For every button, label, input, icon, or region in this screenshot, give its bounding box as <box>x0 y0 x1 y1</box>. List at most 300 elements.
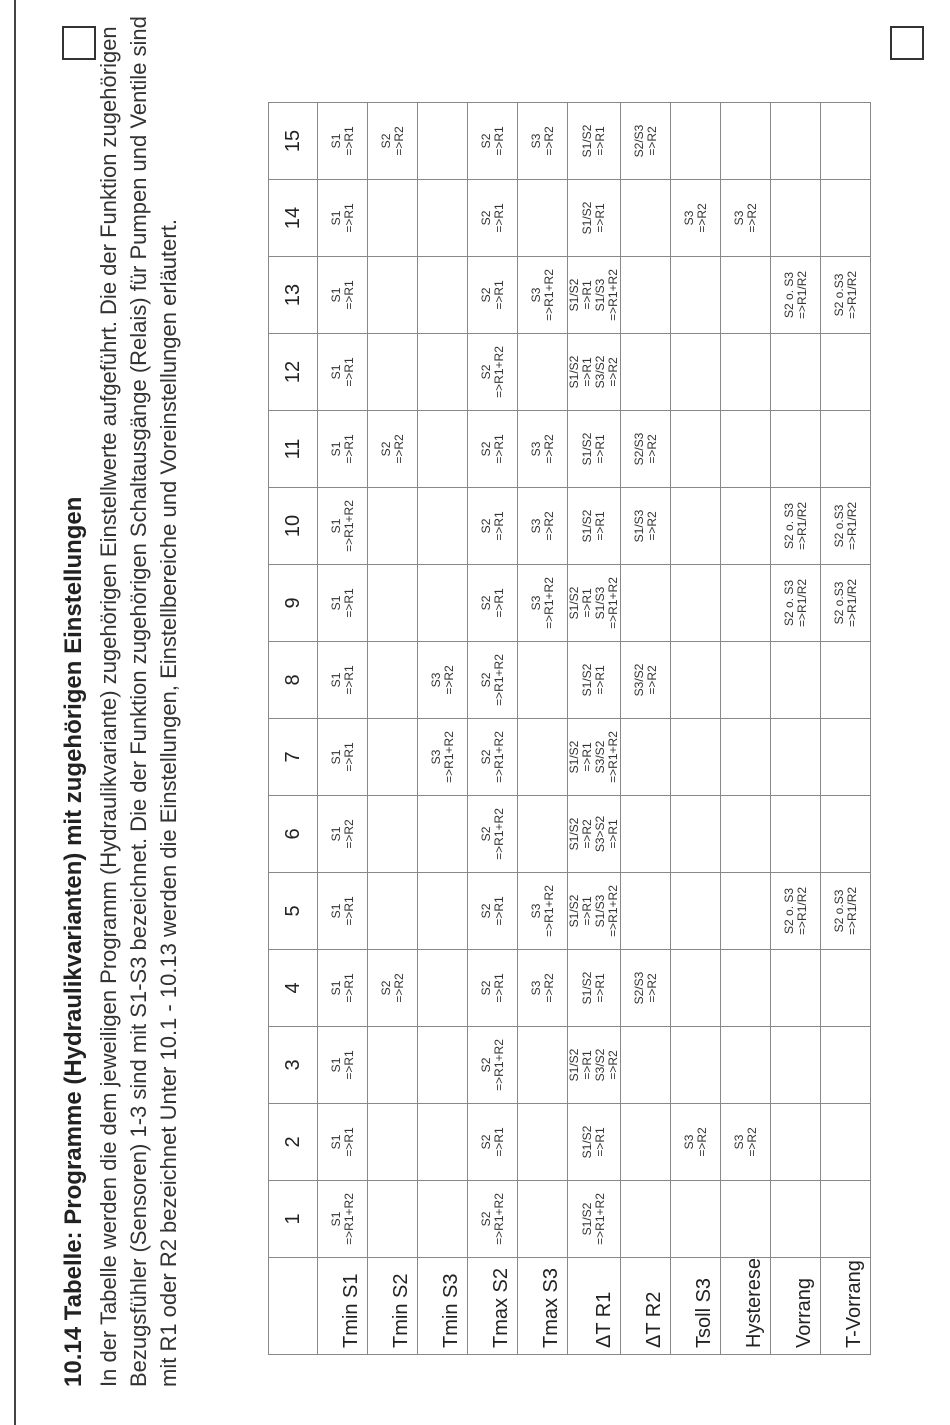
table-cell <box>671 179 721 256</box>
cell-line: =>R1 <box>593 203 607 233</box>
table-cell <box>771 949 821 1026</box>
cell-line: =>R1+R2 <box>441 731 456 783</box>
page-bottom-rule <box>14 0 16 1425</box>
cell-line: =>R1 <box>491 896 506 926</box>
cell-line: S2 o. S3 <box>781 271 796 318</box>
table-cell <box>821 1026 871 1103</box>
cell-line: S2/S3 <box>631 971 646 1005</box>
table-cell <box>721 1180 771 1257</box>
cell-line: =>R1+R2 <box>593 1193 607 1245</box>
cell-line: S3/S2 <box>593 1048 607 1082</box>
cell-line: S3 <box>528 980 543 996</box>
cell-line: =>R1 <box>580 1050 594 1080</box>
table-cell <box>518 949 568 1026</box>
table-cell <box>721 179 771 256</box>
cell-line: S1/S3 <box>593 278 607 312</box>
cell-line: =>R2 <box>391 126 406 156</box>
table-cell <box>771 718 821 795</box>
cell-line: S1/S2 <box>580 1125 594 1159</box>
cell-line: S2 o.S3 <box>831 504 846 548</box>
cell-line: S1 <box>328 1211 343 1227</box>
table-row <box>621 102 671 1354</box>
table-cell <box>518 795 568 872</box>
table-cell <box>821 179 871 256</box>
table-cell <box>318 949 368 1026</box>
table-cell <box>518 1026 568 1103</box>
program-column-header: 4 <box>269 949 318 1026</box>
cell-line: S1/S2 <box>580 509 594 543</box>
table-cell <box>721 333 771 410</box>
table-cell <box>568 1026 621 1103</box>
table-cell <box>518 256 568 333</box>
table-cell <box>318 1180 368 1257</box>
cell-line: =>R1+R2 <box>491 346 506 398</box>
table-cell <box>318 179 368 256</box>
table-cell <box>318 333 368 410</box>
cell-line: S3 <box>681 210 696 226</box>
table-cell <box>671 872 721 949</box>
table-cell <box>621 333 671 410</box>
table-cell <box>771 872 821 949</box>
table-row <box>721 102 771 1354</box>
cell-line: =>R1+R2 <box>491 1039 506 1091</box>
table-cell <box>568 487 621 564</box>
table-cell <box>721 410 771 487</box>
cell-line: S2 <box>478 980 493 996</box>
cell-line: S2 <box>478 133 493 149</box>
table-cell <box>568 564 621 641</box>
row-label: Tmin S2 <box>368 1257 418 1354</box>
table-cell <box>568 949 621 1026</box>
table-cell <box>418 179 468 256</box>
table-cell <box>671 564 721 641</box>
cell-line: =>R1+R2 <box>606 577 620 629</box>
cell-line: =>R2 <box>644 434 659 464</box>
table-cell <box>318 641 368 718</box>
table-cell <box>318 1103 368 1180</box>
table-cell <box>621 1026 671 1103</box>
table-cell <box>368 641 418 718</box>
table-cell <box>468 1103 518 1180</box>
cell-line: S1 <box>328 980 343 996</box>
program-column-header: 10 <box>269 487 318 564</box>
program-column-header: 1 <box>269 1180 318 1257</box>
cell-line: =>R2 <box>744 203 759 233</box>
row-label: Hysterese <box>721 1257 771 1354</box>
table-cell <box>318 1026 368 1103</box>
table-cell <box>518 564 568 641</box>
cell-line: S2 <box>478 1134 493 1150</box>
table-cell <box>568 1180 621 1257</box>
cell-line: =>R1 <box>593 665 607 695</box>
cell-line: S3 <box>528 133 543 149</box>
program-column-header: 13 <box>269 256 318 333</box>
program-settings-table <box>268 102 871 1355</box>
cell-line: =>R1 <box>341 280 356 310</box>
cell-line: S2 <box>478 595 493 611</box>
table-header-row <box>269 102 318 1354</box>
cell-line: =>R2 <box>644 126 659 156</box>
row-label: Vorrang <box>771 1257 821 1354</box>
table-cell <box>621 564 671 641</box>
table-cell <box>821 949 871 1026</box>
cell-line: S1 <box>328 826 343 842</box>
table-cell <box>771 1103 821 1180</box>
table-cell <box>418 564 468 641</box>
program-column-header: 8 <box>269 641 318 718</box>
table-body <box>318 102 871 1354</box>
table-cell <box>418 949 468 1026</box>
cell-line: S2/S3 <box>631 124 646 158</box>
cell-line: =>R1 <box>491 280 506 310</box>
cell-line: =>R2 <box>541 434 556 464</box>
table-cell <box>418 1180 468 1257</box>
cell-line: S2 <box>478 1057 493 1073</box>
cell-line: S3 <box>428 672 443 688</box>
intro-paragraph: In der Tabelle werden die dem jeweiligen Programm (Hydraulikvariante) zugehörigen Einstellwerte aufgeführt. Die der Funktion zugehörigen Bezugsfühler (Sensoren) 1-3 sind mit S1-S3 bezeichnet. Die der Funktion zugehörigen Schaltausgänge (Relais) für Pumpen und Ventile sind mit R1 oder R2 bezeichnet Unter 10.1 - 10.13 werden die Einstellungen, Einstellbereiche und Voreinstellungen erläutert. <box>96 16 181 1387</box>
table-cell <box>621 102 671 179</box>
table-cell <box>518 410 568 487</box>
cell-line: =>R1/R2 <box>794 270 809 319</box>
row-label: ΔT R1 <box>568 1257 621 1354</box>
cell-line: =>R1 <box>580 896 594 926</box>
cell-line: S1/S3 <box>631 509 646 543</box>
table-cell <box>621 1103 671 1180</box>
cell-line: S1 <box>328 287 343 303</box>
row-label: ΔT R2 <box>621 1257 671 1354</box>
table-row <box>318 102 368 1354</box>
table-cell <box>418 410 468 487</box>
cell-line: S2 <box>478 672 493 688</box>
table-cell <box>621 718 671 795</box>
cell-line: =>R2 <box>606 357 620 387</box>
table-cell <box>418 1103 468 1180</box>
cell-line: S1/S2 <box>567 355 581 389</box>
cell-line: S1 <box>328 595 343 611</box>
cell-line: =>R2 <box>694 1127 709 1157</box>
table-cell <box>621 179 671 256</box>
table-cell <box>468 487 518 564</box>
table-cell <box>368 1180 418 1257</box>
cell-line: S1 <box>328 518 343 534</box>
cell-line: =>R1 <box>341 126 356 156</box>
table-cell <box>771 102 821 179</box>
cell-line: =>R1 <box>341 434 356 464</box>
cell-line: S3 <box>528 518 543 534</box>
cell-line: =>R1 <box>491 434 506 464</box>
cell-line: =>R1/R2 <box>794 501 809 550</box>
cell-line: S3 <box>731 1134 746 1150</box>
table-row <box>821 102 871 1354</box>
table-cell <box>368 102 418 179</box>
cell-line: S1/S3 <box>593 894 607 928</box>
cell-line: S2 <box>478 364 493 380</box>
table-cell <box>671 1180 721 1257</box>
table-cell <box>468 795 518 872</box>
table-row <box>771 102 821 1354</box>
cell-line: =>R1 <box>593 1127 607 1157</box>
table-cell <box>821 333 871 410</box>
table-cell <box>821 872 871 949</box>
table-cell <box>821 564 871 641</box>
cell-line: =>R1 <box>491 511 506 541</box>
program-column-header: 6 <box>269 795 318 872</box>
row-label: Tsoll S3 <box>671 1257 721 1354</box>
cell-line: =>R2 <box>644 973 659 1003</box>
table-cell <box>771 256 821 333</box>
table-cell <box>821 487 871 564</box>
cell-line: =>R1 <box>593 434 607 464</box>
table-cell <box>621 872 671 949</box>
cell-line: =>R1 <box>593 511 607 541</box>
cell-line: =>R1/R2 <box>844 270 859 319</box>
table-cell <box>568 256 621 333</box>
table-cell <box>821 1180 871 1257</box>
table-cell <box>418 641 468 718</box>
cell-line: S1/S2 <box>567 894 581 928</box>
cell-line: =>R1/R2 <box>844 501 859 550</box>
table-cell <box>771 641 821 718</box>
row-label: Tmin S1 <box>318 1257 368 1354</box>
cell-line: S1 <box>328 210 343 226</box>
table-cell <box>771 410 821 487</box>
table-cell <box>518 179 568 256</box>
program-column-header: 14 <box>269 179 318 256</box>
cell-line: =>R2 <box>744 1127 759 1157</box>
cell-line: S2 <box>378 980 393 996</box>
cell-line: S1 <box>328 133 343 149</box>
cell-line: S3/S2 <box>593 355 607 389</box>
cell-line: =>R2 <box>541 511 556 541</box>
cell-line: S1/S2 <box>567 740 581 774</box>
table-cell <box>318 102 368 179</box>
table-cell <box>568 872 621 949</box>
cell-line: =>R2 <box>391 434 406 464</box>
cell-line: S2 o. S3 <box>781 502 796 549</box>
cell-line: S3/S2 <box>631 663 646 697</box>
cell-line: S1/S2 <box>580 124 594 158</box>
cell-line: =>R2 <box>644 511 659 541</box>
table-cell <box>771 333 821 410</box>
table-cell <box>468 872 518 949</box>
cell-line: =>R1 <box>580 280 594 310</box>
cell-line: =>R2 <box>541 973 556 1003</box>
cell-line: =>R1 <box>606 819 620 849</box>
table-cell <box>368 1103 418 1180</box>
cell-line: =>R1/R2 <box>844 578 859 627</box>
cell-line: S1 <box>328 1134 343 1150</box>
table-cell <box>721 718 771 795</box>
cell-line: S2 <box>378 441 393 457</box>
cell-line: =>R1 <box>341 1050 356 1080</box>
cell-line: S2 <box>478 287 493 303</box>
page-heading: 10.14 Tabelle: Programme (Hydraulikvarianten) mit zugehörigen Einstellungen <box>60 496 87 1387</box>
table-cell <box>671 1103 721 1180</box>
table-cell <box>468 1180 518 1257</box>
table-cell <box>418 872 468 949</box>
cell-line: =>R1 <box>580 357 594 387</box>
table-cell <box>621 487 671 564</box>
table-cell <box>671 718 721 795</box>
table-cell <box>621 641 671 718</box>
table-cell <box>671 795 721 872</box>
table-cell <box>318 487 368 564</box>
table-row <box>368 102 418 1354</box>
cell-line: =>R1+R2 <box>491 731 506 783</box>
row-label: Tmin S3 <box>418 1257 468 1354</box>
table-cell <box>368 1026 418 1103</box>
table-cell <box>468 410 518 487</box>
program-column-header: 11 <box>269 410 318 487</box>
table-cell <box>568 410 621 487</box>
table-cell <box>821 410 871 487</box>
table-cell <box>368 795 418 872</box>
cell-line: S1/S2 <box>567 1048 581 1082</box>
cell-line: S2 o.S3 <box>831 889 846 933</box>
cell-line: =>R2 <box>441 665 456 695</box>
cell-line: =>R1+R2 <box>541 885 556 937</box>
cell-line: =>R1+R2 <box>491 654 506 706</box>
cell-line: S1 <box>328 903 343 919</box>
row-label: Tmax S3 <box>518 1257 568 1354</box>
cell-line: S3 <box>528 287 543 303</box>
cell-line: S1/S2 <box>567 278 581 312</box>
table-cell <box>368 718 418 795</box>
table-cell <box>468 564 518 641</box>
cell-line: =>R1 <box>341 896 356 926</box>
cell-line: =>R1 <box>341 588 356 618</box>
cell-line: =>R1 <box>491 973 506 1003</box>
cell-line: =>R1 <box>580 742 594 772</box>
table-cell <box>418 1026 468 1103</box>
table-cell <box>418 333 468 410</box>
table-cell <box>821 795 871 872</box>
cell-line: S2 <box>478 210 493 226</box>
cell-line: =>R2 <box>694 203 709 233</box>
table-cell <box>418 256 468 333</box>
table-cell <box>721 641 771 718</box>
cell-line: S3 <box>731 210 746 226</box>
table-cell <box>568 641 621 718</box>
cell-line: =>R1 <box>341 665 356 695</box>
table-cell <box>368 333 418 410</box>
cell-line: S1/S2 <box>580 971 594 1005</box>
table-cell <box>468 333 518 410</box>
cell-line: S3/S2 <box>593 740 607 774</box>
cell-line: S1/S2 <box>580 201 594 235</box>
cell-line: =>R1+R2 <box>491 808 506 860</box>
cell-line: S1/S2 <box>567 817 581 851</box>
cell-line: S2 <box>478 518 493 534</box>
table-cell <box>671 487 721 564</box>
table-cell <box>518 718 568 795</box>
cell-line: S2 <box>478 441 493 457</box>
table-cell <box>721 256 771 333</box>
table-cell <box>368 564 418 641</box>
table-cell <box>368 949 418 1026</box>
table-cell <box>821 1103 871 1180</box>
table-cell <box>318 872 368 949</box>
table-cell <box>771 1180 821 1257</box>
row-label: T-Vorrang <box>821 1257 871 1354</box>
cell-line: =>R1/R2 <box>794 578 809 627</box>
cell-line: S3 <box>681 1134 696 1150</box>
table-cell <box>518 102 568 179</box>
table-cell <box>621 949 671 1026</box>
program-column-header: 2 <box>269 1103 318 1180</box>
cell-line: =>R1+R2 <box>341 500 356 552</box>
cell-line: =>R2 <box>341 819 356 849</box>
cell-line: S2 o. S3 <box>781 579 796 626</box>
table-cell <box>518 1180 568 1257</box>
cell-line: =>R1+R2 <box>541 269 556 321</box>
table-row <box>671 102 721 1354</box>
table-cell <box>568 333 621 410</box>
table-cell <box>721 564 771 641</box>
table-row <box>468 102 518 1354</box>
table-cell <box>721 795 771 872</box>
table-cell <box>821 256 871 333</box>
table-row <box>518 102 568 1354</box>
table-cell <box>721 872 771 949</box>
cell-line: S1/S2 <box>580 1202 594 1236</box>
program-column-header: 3 <box>269 1026 318 1103</box>
table-cell <box>771 795 821 872</box>
table-cell <box>821 102 871 179</box>
table-cell <box>721 1026 771 1103</box>
program-column-header: 15 <box>269 102 318 179</box>
table-cell <box>671 641 721 718</box>
row-label: Tmax S2 <box>468 1257 518 1354</box>
cell-line: S2 <box>478 1211 493 1227</box>
cell-line: S2 o.S3 <box>831 581 846 625</box>
table-cell <box>671 333 721 410</box>
cell-line: =>R2 <box>541 126 556 156</box>
table-cell <box>418 487 468 564</box>
table-cell <box>468 179 518 256</box>
table-cell <box>468 1026 518 1103</box>
cell-line: =>R1 <box>341 1127 356 1157</box>
cell-line: S1 <box>328 1057 343 1073</box>
table-cell <box>671 1026 721 1103</box>
table-cell <box>518 487 568 564</box>
table-cell <box>468 641 518 718</box>
cell-line: =>R1+R2 <box>606 731 620 783</box>
cell-line: =>R1 <box>491 126 506 156</box>
table-cell <box>671 949 721 1026</box>
cell-line: =>R2 <box>606 1050 620 1080</box>
table-row <box>418 102 468 1354</box>
table-cell <box>621 256 671 333</box>
table-cell <box>821 718 871 795</box>
cell-line: =>R1+R2 <box>606 885 620 937</box>
cell-line: S3 <box>528 903 543 919</box>
cell-line: =>R1 <box>491 588 506 618</box>
table-cell <box>771 179 821 256</box>
table-cell <box>318 410 368 487</box>
table-cell <box>318 795 368 872</box>
table-cell <box>368 256 418 333</box>
table-cell <box>621 795 671 872</box>
table-cell <box>821 641 871 718</box>
table-cell <box>721 102 771 179</box>
cell-line: =>R1+R2 <box>606 269 620 321</box>
cell-line: =>R2 <box>580 819 594 849</box>
table-cell <box>418 102 468 179</box>
table-cell <box>418 718 468 795</box>
table-cell <box>468 102 518 179</box>
cell-line: =>R1 <box>580 588 594 618</box>
